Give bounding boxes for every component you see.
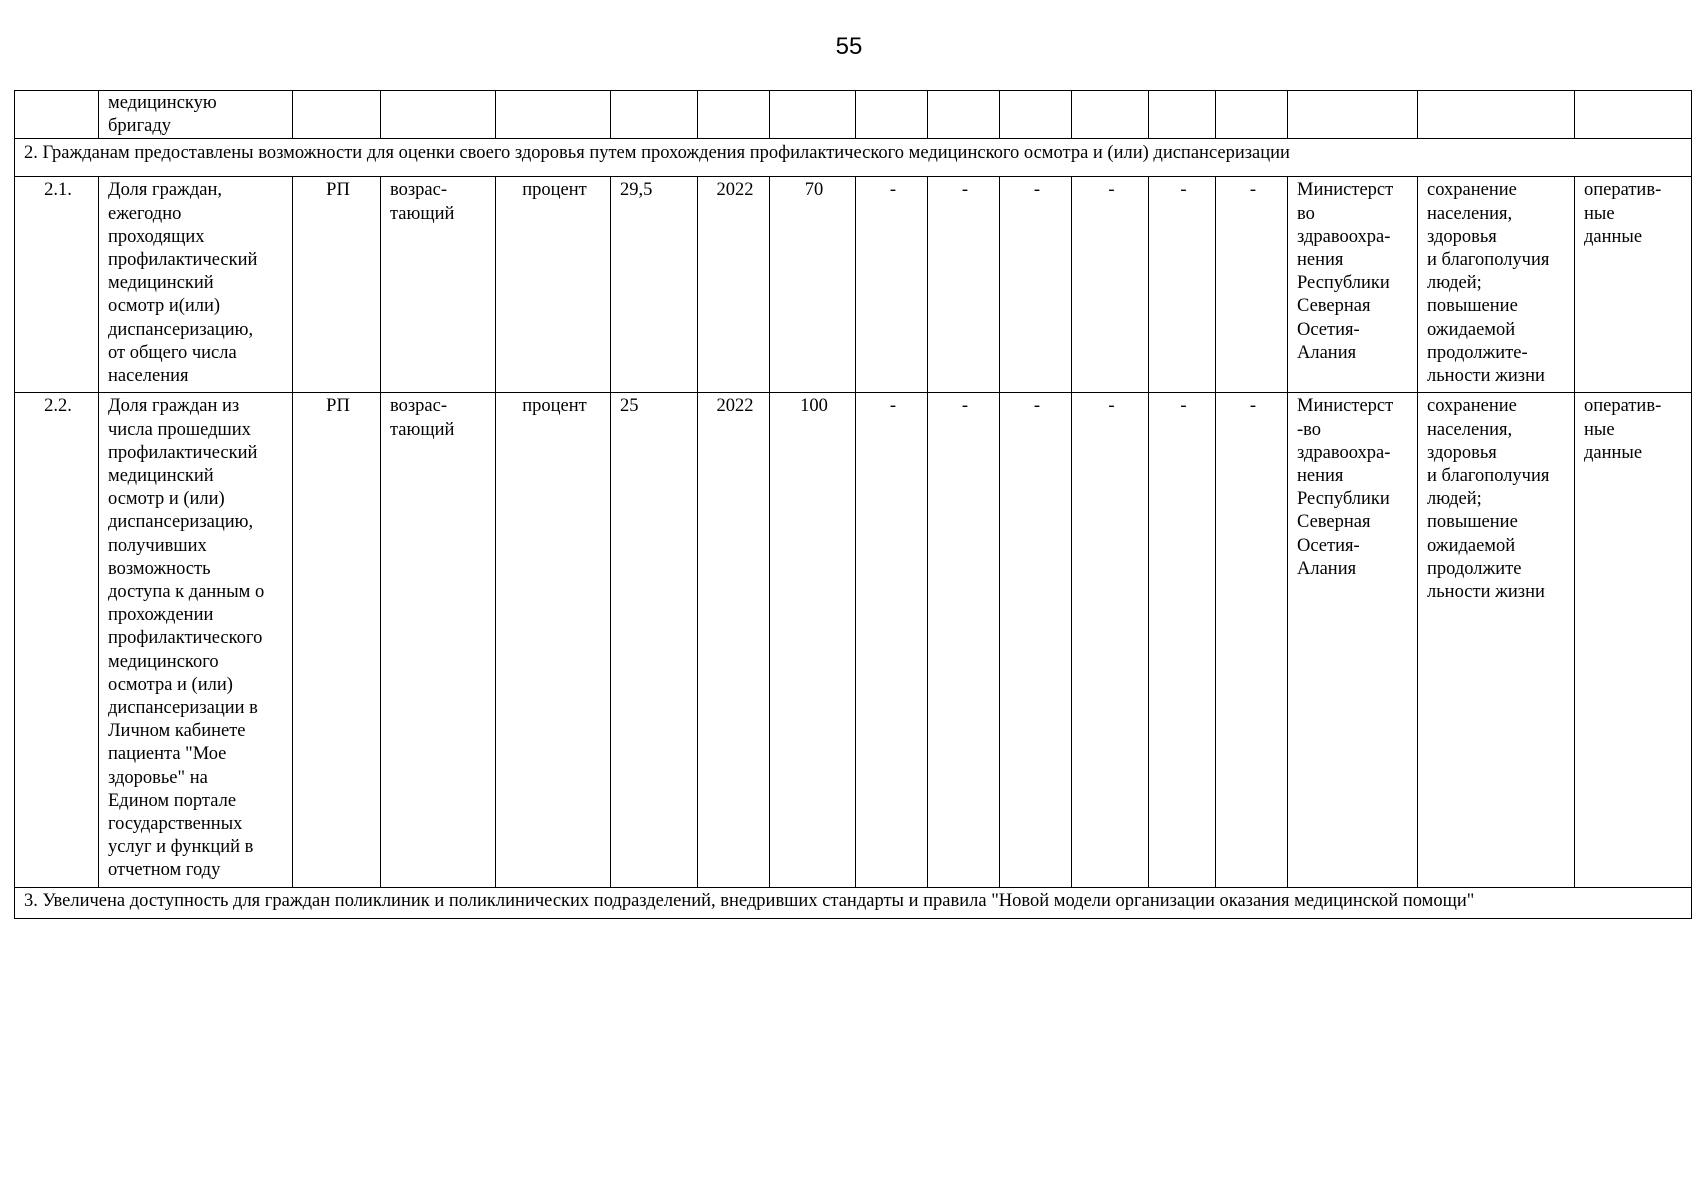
table-row xyxy=(15,91,1692,139)
cell-base-value: 25 xyxy=(611,393,698,888)
cell-name: Доля граждан, ежегодно проходящих профилактический медицинский осмотр и(или) диспансеризацию, от общего числа населения xyxy=(99,177,293,393)
cell-empty xyxy=(611,91,698,139)
cell-base-year: 2022 xyxy=(698,393,770,888)
cell-empty xyxy=(496,91,611,139)
cell-year-value: - xyxy=(1216,393,1288,888)
cell-num xyxy=(15,91,99,139)
section-row xyxy=(15,888,1692,919)
cell-year-value: - xyxy=(1216,177,1288,393)
cell-goal: сохранение населения, здоровья и благополучия людей; повышение ожидаемой продолжите льности жизни xyxy=(1418,393,1575,888)
table-row xyxy=(15,393,1692,888)
table-row xyxy=(15,177,1692,393)
cell-num: 2.2. xyxy=(15,393,99,888)
cell-empty xyxy=(1149,91,1216,139)
cell-unit: процент xyxy=(496,393,611,888)
cell-name: Доля граждан из числа прошедших профилактический медицинский осмотр и (или) диспансеризацию, получивших возможность доступа к данным о прохождении профилактического медицинского осмотра и (или) диспансеризации в Личном кабинете пациента "Мое здоровье" на Едином портале государственных услуг и функций в отчетном году xyxy=(99,393,293,888)
cell-empty xyxy=(770,91,856,139)
cell-empty xyxy=(1216,91,1288,139)
cell-responsible: Министерст -во здравоохра- нения Республики Северная Осетия- Алания xyxy=(1288,393,1418,888)
cell-year-value: - xyxy=(928,393,1000,888)
cell-empty xyxy=(928,91,1000,139)
indicators-table xyxy=(14,90,1692,919)
cell-empty xyxy=(381,91,496,139)
cell-target: 100 xyxy=(770,393,856,888)
cell-year-value: - xyxy=(1072,393,1149,888)
cell-year-value: - xyxy=(1000,177,1072,393)
cell-num: 2.1. xyxy=(15,177,99,393)
cell-empty xyxy=(856,91,928,139)
cell-name: медицинскую бригаду xyxy=(99,91,293,139)
section-heading: 3. Увеличена доступность для граждан поликлиник и поликлинических подразделений, внедривших стандарты и правила "Новой модели организации оказания медицинской помощи" xyxy=(15,888,1692,919)
cell-source: оператив- ные данные xyxy=(1575,177,1692,393)
section-row xyxy=(15,139,1692,177)
cell-empty xyxy=(1288,91,1418,139)
cell-empty xyxy=(1072,91,1149,139)
cell-empty xyxy=(1000,91,1072,139)
cell-level: РП xyxy=(293,177,381,393)
cell-year-value: - xyxy=(1000,393,1072,888)
cell-empty xyxy=(1575,91,1692,139)
cell-empty xyxy=(293,91,381,139)
cell-responsible: Министерст во здравоохра- нения Республики Северная Осетия- Алания xyxy=(1288,177,1418,393)
cell-year-value: - xyxy=(1149,393,1216,888)
cell-level: РП xyxy=(293,393,381,888)
cell-empty xyxy=(698,91,770,139)
cell-base-value: 29,5 xyxy=(611,177,698,393)
cell-goal: сохранение населения, здоровья и благополучия людей; повышение ожидаемой продолжите- льности жизни xyxy=(1418,177,1575,393)
cell-year-value: - xyxy=(1072,177,1149,393)
cell-year-value: - xyxy=(928,177,1000,393)
cell-empty xyxy=(1418,91,1575,139)
cell-trend: возрас- тающий xyxy=(381,393,496,888)
cell-year-value: - xyxy=(1149,177,1216,393)
cell-unit: процент xyxy=(496,177,611,393)
cell-year-value: - xyxy=(856,177,928,393)
cell-base-year: 2022 xyxy=(698,177,770,393)
section-heading: 2. Гражданам предоставлены возможности для оценки своего здоровья путем прохождения профилактического медицинского осмотра и (или) диспансеризации xyxy=(15,139,1692,177)
cell-source: оператив- ные данные xyxy=(1575,393,1692,888)
cell-trend: возрас- тающий xyxy=(381,177,496,393)
page-number: 55 xyxy=(835,33,863,60)
cell-year-value: - xyxy=(856,393,928,888)
cell-target: 70 xyxy=(770,177,856,393)
